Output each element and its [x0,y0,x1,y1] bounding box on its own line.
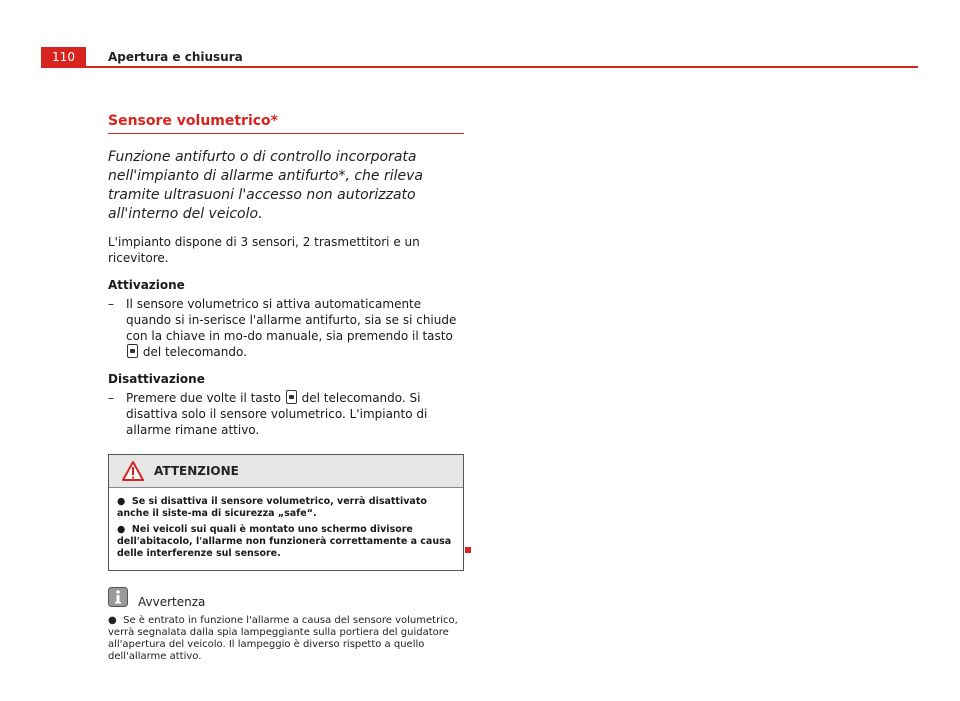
note-header [108,585,464,609]
section-title: Sensore volumetrico* [108,113,464,134]
deactivation-step-before: Premere due volte il tasto [126,391,281,405]
warning-label: ATTENZIONE [154,464,239,478]
activation-step-before: Il sensore volumetrico si attiva automaticamente quando si in-serisce l'allarme antifurto, sia se si chiude con la chiave in mo-do manuale, sia premendo il tasto [126,297,457,343]
warning-item-text: Nei veicoli sui quali è montato uno schermo divisore dell'abitacolo, l'allarme non funzionerà correttamente a causa delle interferenze sul sensore. [117,524,452,559]
warning-header [109,455,463,488]
lock-key-icon [127,344,138,358]
warning-body [109,488,463,570]
warning-triangle-icon [122,461,144,481]
deactivation-step-after: del telecomando. Si disattiva solo il sensore volumetrico. L'impianto di allarme rimane attivo. [126,391,428,437]
header-rule [41,66,918,68]
deactivation-step [108,390,464,438]
warning-item-text: Se si disattiva il sensore volumetrico, verrà disattivato anche il siste-ma di sicurezza „safe“. [117,496,427,519]
activation-heading: Attivazione [108,278,185,292]
content-column [108,113,464,663]
warning-box [108,454,464,571]
deactivation-step-text [126,390,464,438]
section-body: L'impianto dispone di 3 sensori, 2 trasmettitori e un ricevitore. [108,235,420,265]
step-dash: – [108,297,114,311]
activation-step [108,296,464,360]
note-text: Se è entrato in funzione l'allarme a causa del sensore volumetrico, verrà segnalata dalla spia lampeggiante sulla portiera del guidatore all'apertura del veicolo. Il lampeggio è diverso rispetto a quello dell'allarme attivo. [108,615,458,662]
lock-key-icon [286,390,297,404]
page-number: 110 [41,47,86,67]
end-of-section-marker [465,547,471,553]
note-label: Avvertenza [138,595,206,609]
deactivation-heading: Disattivazione [108,372,205,386]
step-dash: – [108,391,114,405]
bullet: ● [117,524,126,535]
chapter-title: Apertura e chiusura [108,50,243,64]
section-intro: Funzione antifurto o di controllo incorporata nell'impianto di allarme antifurto*, che rileva tramite ultrasuoni l'accesso non autorizzato all'interno del veicolo. [108,149,423,222]
note-body [108,615,464,663]
bullet: ● [108,615,117,626]
warning-item [117,496,455,520]
bullet: ● [117,496,126,507]
activation-step-after: del telecomando. [142,345,247,359]
activation-step-text [126,296,464,360]
warning-item [117,524,455,560]
info-icon [108,587,128,607]
